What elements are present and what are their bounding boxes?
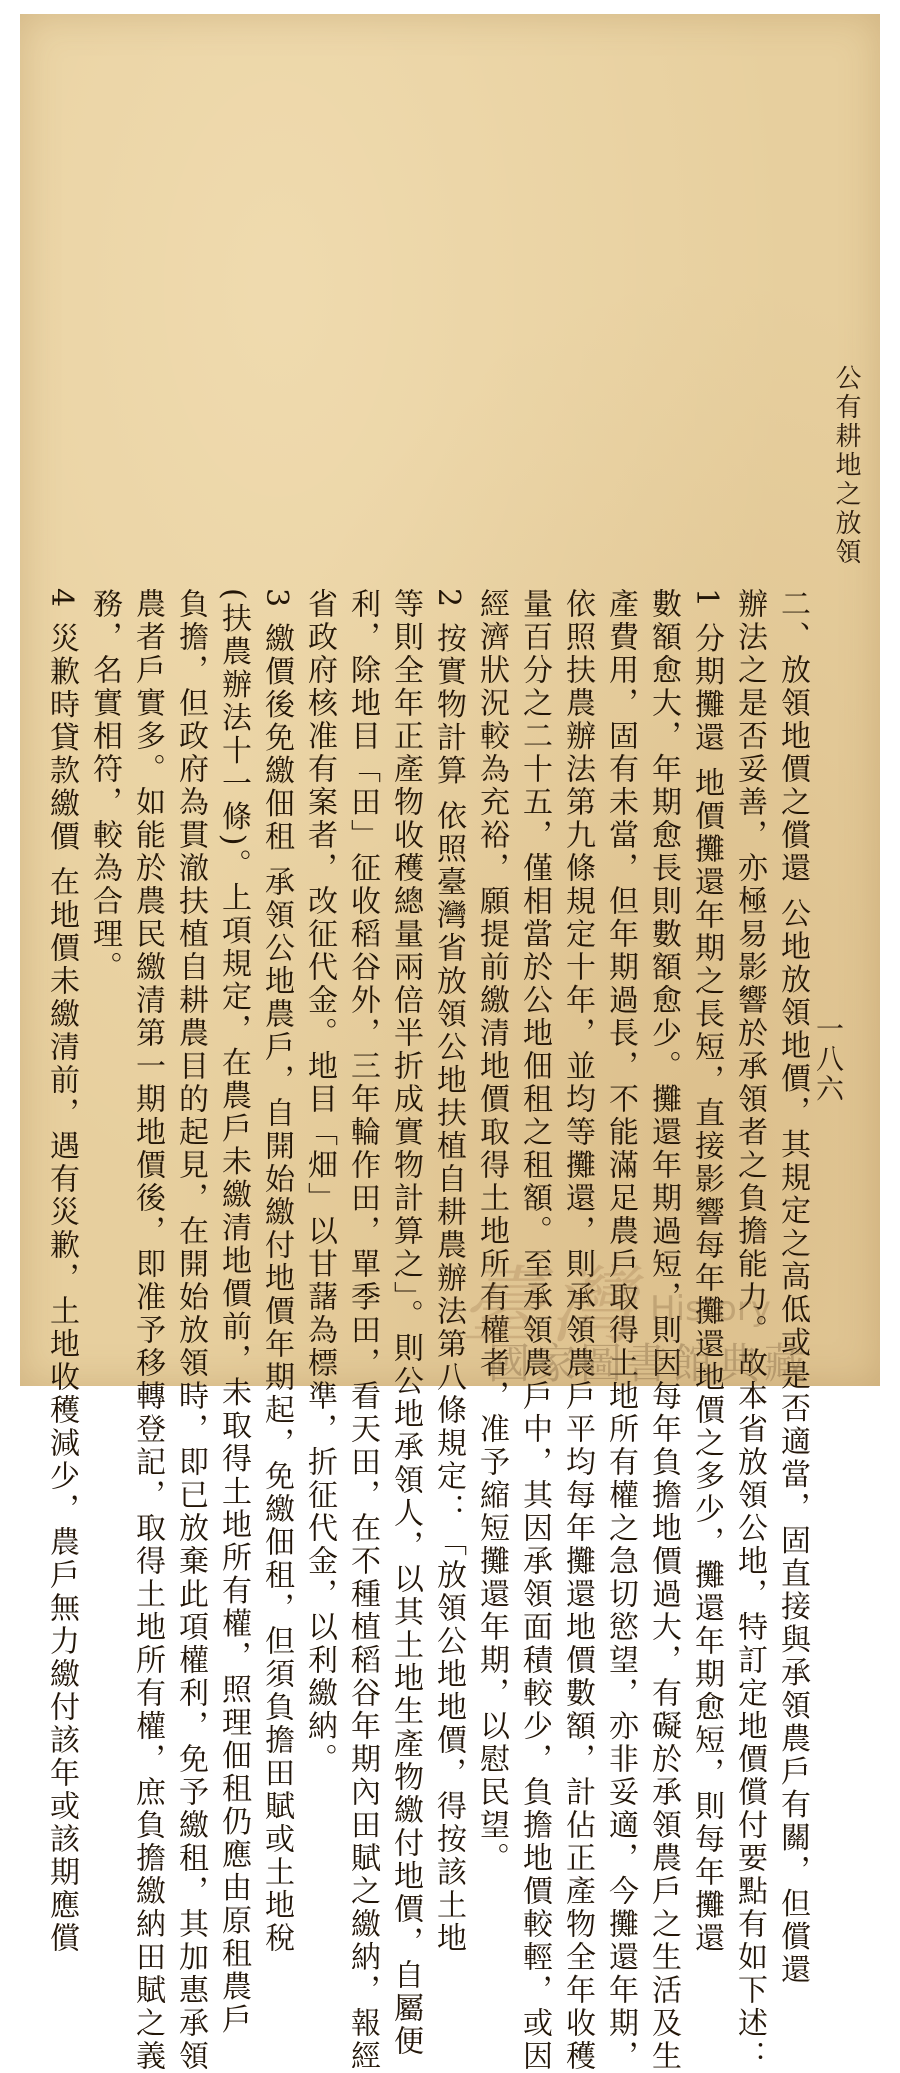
text-column: 依照扶農辦法第九條規定十年，並均等攤還，則承領農戶平均每年攤還地價數額，計佔正產物全年收穫 [560,588,595,2073]
text-column: 產費用，固有未當，但年期過長，不能滿足農戶取得土地所有權之急切慾望，亦非妥適，今攤還年期， [603,588,638,2073]
text-column: 二、放領地價之償還 公地放領地價，其規定之高低或是否適當，固直接與承領農戶有關，但償還 [775,588,810,1987]
text-column: 2 按實物計算 依照臺灣省放領公地扶植自耕農辦法第八條規定：「放領公地地價，得按該土地 [431,588,466,1956]
running-header-title: 公有耕地之放領 [831,364,861,567]
watermark-logo: 臺灣 [460,1257,641,1355]
text-column: 等則全年正產物收穫總量兩倍半折成實物計算之」。則公地承領人，以其土地生產物繳付地價，自屬便 [388,588,423,2058]
text-column: 辦法之是否妥善，亦極易影響於承領者之負擔能力。故本省放領公地，特訂定地價償付要點有如下述： [732,588,767,2073]
text-column: 經濟狀況較為充裕，願提前繳清地價取得土地所有權者，准予縮短攤還年期，以慰民望。 [474,588,509,1875]
watermark-library-name: 國家圖書館典藏 [488,1339,811,1388]
text-column: 務，名實相符，較為合理。 [87,588,122,984]
page-number: 一八六 [812,1014,845,1104]
book-page [20,14,880,2073]
text-column: 農者戶實多。如能於農民繳清第一期地價後，即准予移轉登記，取得土地所有權，庶負擔繳納田賦之義 [130,588,165,2073]
text-column: 利，除地目「田」征收稻谷外，三年輪作田，單季田，看天田，在不種植稻谷年期內田賦之繳納，報經 [345,588,380,2073]
text-column: 1 分期攤還 地價攤還年期之長短，直接影響每年攤還地價之多少，攤還年期愈短，則每年攤還 [689,588,724,1956]
text-column: 量百分之二十五，僅相當於公地佃租之租額。至承領農戶中，其因承領面積較少，負擔地價較輕，或因 [517,588,552,2073]
text-column: 4 災歉時貸款繳價 在地價未繳清前，遇有災歉，土地收穫減少，農戶無力繳付該年或該期應償 [44,588,79,1956]
text-column: 3 繳價後免繳佃租 承領公地農戶，自開始繳付地價年期起，免繳佃租，但須負擔田賦或土地稅 [259,588,294,1956]
text-column: 省政府核准有案者，改征代金。地目「畑」以甘藷為標準，折征代金，以利繳納。 [302,588,337,1776]
text-column: (扶農辦法十一條)。上項規定，在農戶未繳清地價前，未取得土地所有權，照理佃租仍應由原租農戶 [216,588,251,2037]
watermark-subtext: History [650,1289,771,1329]
library-watermark [460,1239,880,1388]
text-column: 負擔，但政府為貫澈扶植自耕農目的起見，在開始放領時，即已放棄此項權利，免予繳租，其加惠承領 [173,588,208,2073]
text-column: 數額愈大，年期愈長則數額愈少。攤還年期過短，則因每年負擔地價過大，有礙於承領農戶之生活及生 [646,588,681,2073]
